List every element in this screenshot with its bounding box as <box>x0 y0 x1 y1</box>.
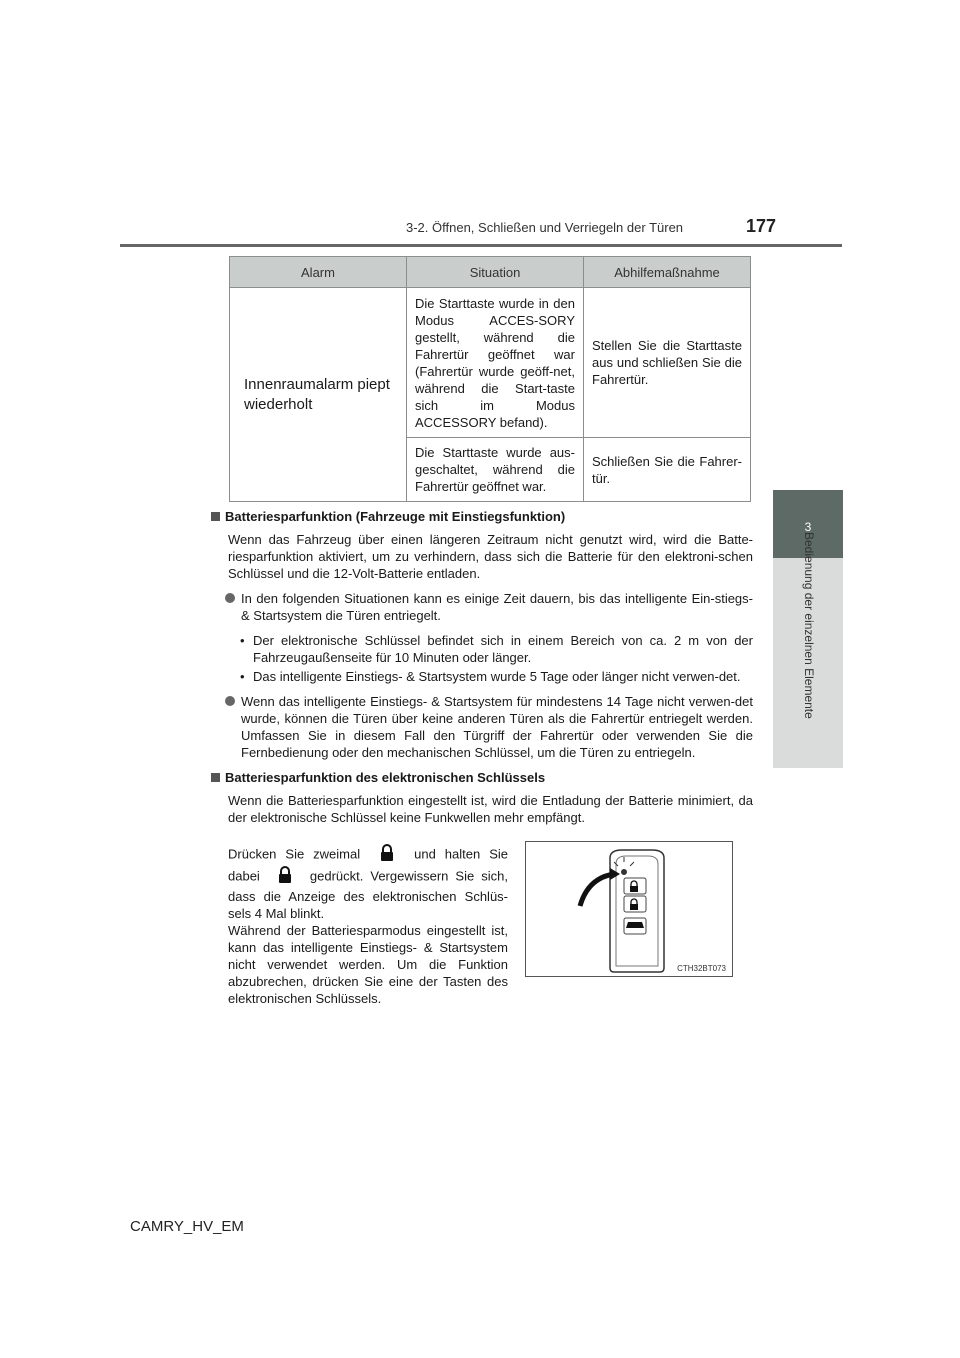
smart-key-illustration <box>525 841 733 977</box>
column-header-alarm: Alarm <box>230 257 407 288</box>
section-heading: Batteriesparfunktion des elektronischen Schlüssels <box>211 769 753 786</box>
column-header-situation: Situation <box>407 257 584 288</box>
alarm-table <box>229 256 751 502</box>
paragraph: Wenn die Batteriesparfunktion eingestellt ist, wird die Entladung der Batterie minimiert, da der elektronische Schlüssel keine Funkwellen mehr empfängt. <box>228 793 753 825</box>
dot-marker: • <box>240 669 245 684</box>
sub-list-item: • Der elektronische Schlüssel befindet sich in einem Bereich von ca. 2 m von der Fahrzeugaußenseite für 10 Minuten oder länger. <box>240 633 753 665</box>
column-header-remedy: Abhilfemaßnahme <box>584 257 751 288</box>
smart-key-icon <box>526 842 732 976</box>
model-code: CAMRY_HV_EM <box>130 1218 244 1235</box>
padlock-icon <box>267 866 303 888</box>
figure-code: CTH32BT073 <box>677 964 726 973</box>
circle-bullet-icon <box>225 593 235 603</box>
chapter-title: Bedienung der einzelnen Elemente <box>802 532 816 719</box>
bullet-item: In den folgenden Situationen kann es einige Zeit dauern, bis das intelligente Ein-stiegs- & Startsystem die Türen entriegelt. <box>211 590 753 624</box>
section-title: 3-2. Öffnen, Schließen und Verriegeln der Türen <box>406 220 684 235</box>
header-rule <box>120 244 842 247</box>
chapter-number: 3 <box>804 520 812 534</box>
circle-bullet-icon <box>225 696 235 706</box>
section-heading: Batteriesparfunktion (Fahrzeuge mit Einstiegsfunktion) <box>211 508 753 525</box>
alarm-cell: Innenraumalarm piept wiederholt <box>230 288 407 502</box>
padlock-icon <box>369 844 405 866</box>
bullet-item: Wenn das intelligente Einstiegs- & Startsystem für mindestens 14 Tage nicht verwen-det wurde, können die Türen über keine anderen Türen als die Fahrertür entriegelt werden. Umfassen Sie in diesem Fall den Türgriff der Fahrertür oder verwenden Sie die Fernbedienung oder den mechanischen Schlüssel, um die Türen zu entriegeln. <box>211 693 753 761</box>
instruction-text: Drücken Sie zweimal und halten Sie dabei gedrückt. Vergewissern Sie sich, dass die Anzeige des elektronischen Schlüs-sels 4 Mal blinkt. Während der Batteriesparmodus eingestellt ist, kann das intelligente Einstiegs- & Startsystem nicht verwendet werden. Um die Funktion abzubrechen, drücken Sie eine der Tasten des elektronischen Schlüssels. <box>228 844 508 1007</box>
table-row <box>230 288 751 438</box>
main-content <box>211 508 753 834</box>
sub-list-item: • Das intelligente Einstiegs- & Startsystem wurde 5 Tage oder länger nicht verwen-det. <box>240 669 741 684</box>
remedy-cell: Schließen Sie die Fahrer-tür. <box>584 438 751 502</box>
remedy-cell: Stellen Sie die Starttaste aus und schließen Sie die Fahrertür. <box>584 288 751 438</box>
square-bullet-icon <box>211 512 220 521</box>
dot-marker: • <box>240 633 245 648</box>
situation-cell: Die Starttaste wurde in den Modus ACCES-SORY gestellt, während die Fahrertür geöffnet war (Fahrertür wurde geöff-net, während die Start-taste sich im Modus ACCESSORY befand). <box>407 288 584 438</box>
table-header-row <box>230 257 751 288</box>
paragraph: Wenn das Fahrzeug über einen längeren Zeitraum nicht genutzt wird, wird die Batte-riesparfunktion aktiviert, um zu verhindern, dass sich die Batterie für den elektroni-schen Schlüssel und die 12-Volt-Batterie entladen. <box>228 532 753 581</box>
situation-cell: Die Starttaste wurde aus-geschaltet, während die Fahrertür geöffnet war. <box>407 438 584 502</box>
page-number: 177 <box>746 216 777 236</box>
square-bullet-icon <box>211 773 220 782</box>
